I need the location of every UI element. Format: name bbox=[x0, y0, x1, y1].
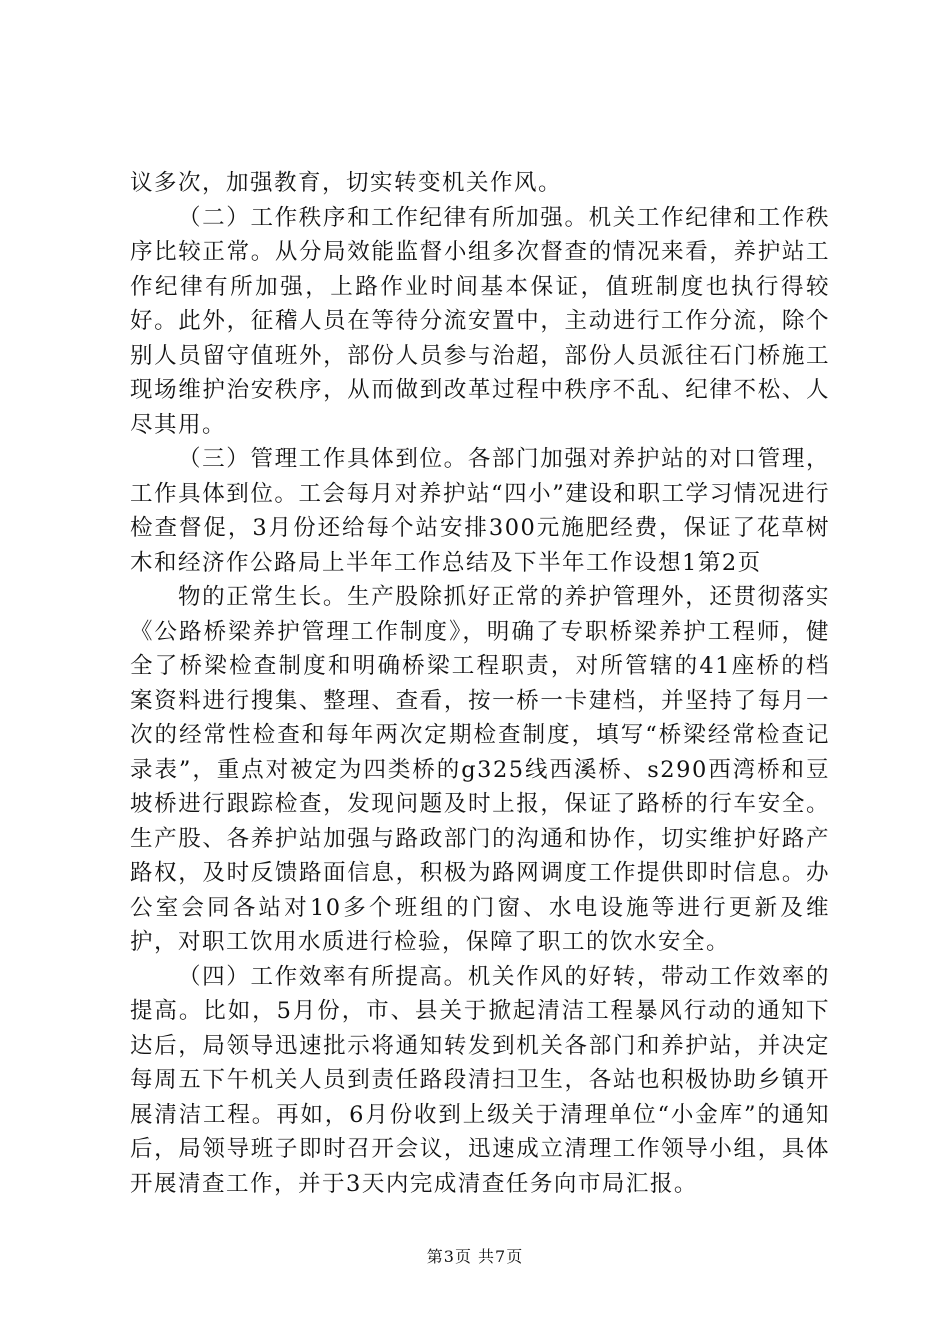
paragraph-work-order: （二）工作秩序和工作纪律有所加强。机关工作纪律和工作秩序比较正常。从分局效能监督小组多次督查的情况来看，养护站工作纪律有所加强，上路作业时间基本保证，值班制度也执行得较好。此外，征稽人员在等待分流安置中，主动进行工作分流，除个别人员留守值班外，部份人员参与治超，部份人员派往石门桥施工现场维护治安秩序，从而做到改革过程中秩序不乱、纪律不松、人尽其用。 bbox=[130, 204, 830, 438]
paragraph-continuation: 议多次，加强教育，切实转变机关作风。 bbox=[130, 170, 563, 196]
paragraph-management: （三）管理工作具体到位。各部门加强对养护站的对口管理，工作具体到位。工会每月对养护站“四小”建设和职工学习情况进行检查督促，3月份还给每个站安排300元施肥经费，保证了花草树木和经济作公路局上半年工作总结及下半年工作设想1第2页 bbox=[130, 446, 830, 576]
document-body bbox=[130, 166, 830, 1201]
paragraph-efficiency: （四）工作效率有所提高。机关作风的好转，带动工作效率的提高。比如，5月份，市、县关于掀起清洁工程暴风行动的通知下达后，局领导迅速批示将通知转发到机关各部门和养护站，并决定每周五下午机关人员到责任路段清扫卫生，各站也积极协助乡镇开展清洁工程。再如，6月份收到上级关于清理单位“小金库”的通知后，局领导班子即时召开会议，迅速成立清理工作领导小组，具体开展清查工作，并于3天内完成清查任务向市局汇报。 bbox=[130, 963, 830, 1197]
page-number-footer: 第3页 共7页 bbox=[426, 1247, 524, 1266]
paragraph-bridge-maintenance: 物的正常生长。生产股除抓好正常的养护管理外，还贯彻落实《公路桥梁养护管理工作制度》，明确了专职桥梁养护工程师，健全了桥梁检查制度和明确桥梁工程职责，对所管辖的41座桥的档案资料进行搜集、整理、查看，按一桥一卡建档，并坚持了每月一次的经常性检查和每年两次定期检查制度，填写“桥梁经常检查记录表”，重点对被定为四类桥的g325线西溪桥、s290西湾桥和豆坡桥进行跟踪检查，发现问题及时上报，保证了路桥的行车安全。生产股、各养护站加强与路政部门的沟通和协作，切实维护好路产路权，及时反馈路面信息，积极为路网调度工作提供即时信息。办公室会同各站对10多个班组的门窗、水电设施等进行更新及维护，对职工饮用水质进行检验，保障了职工的饮水安全。 bbox=[130, 584, 830, 955]
